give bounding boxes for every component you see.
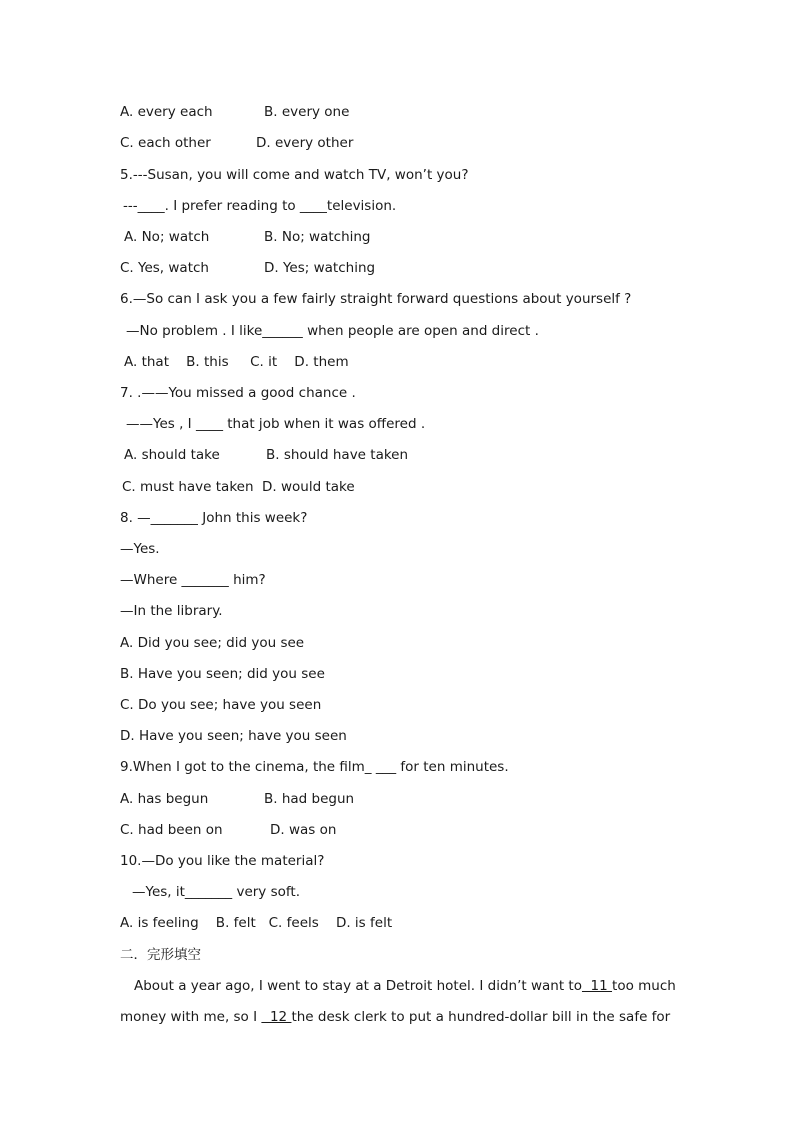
cloze-text-1a: About a year ago, I went to stay at a Detroit hotel. I didn’t want to <box>134 978 582 994</box>
cloze-text-2a: money with me, so I <box>120 1009 262 1025</box>
q5-reply: ---____. I prefer reading to ____television. <box>123 198 397 214</box>
q7-option-b: B. should have taken <box>266 447 409 463</box>
q7-question: 7. .——You missed a good chance . <box>120 385 356 401</box>
cloze-text-1b: too much <box>612 978 676 994</box>
cloze-paragraph-line-1 <box>134 977 676 995</box>
q9-option-d: D. was on <box>270 822 337 838</box>
cloze-paragraph-line-2 <box>120 1008 670 1026</box>
q7-option-a: A. should take <box>124 447 220 463</box>
q8-line-3: —Where _______ him? <box>120 572 266 588</box>
q7-option-d: D. would take <box>262 479 355 495</box>
cloze-blank-11: 11 <box>581 978 613 994</box>
q8-question: 8. —_______ John this week? <box>120 510 308 526</box>
q7-reply: ——Yes , I ____ that job when it was offered . <box>126 416 426 432</box>
q9-option-a: A. has begun <box>120 791 209 807</box>
q10-reply: —Yes, it_______ very soft. <box>132 884 300 900</box>
q4-option-a: A. every each <box>120 104 213 120</box>
q8-option-d: D. Have you seen; have you seen <box>120 728 347 744</box>
q6-options: A. that B. this C. it D. them <box>124 354 349 370</box>
q4-option-c: C. each other <box>120 135 211 151</box>
q8-option-a: A. Did you see; did you see <box>120 635 305 651</box>
q9-option-b: B. had begun <box>264 791 355 807</box>
q5-option-b: B. No; watching <box>264 229 371 245</box>
q5-question: 5.---Susan, you will come and watch TV, won’t you? <box>120 167 469 183</box>
q5-option-c: C. Yes, watch <box>120 260 209 276</box>
q9-question: 9.When I got to the cinema, the film_ ___ for ten minutes. <box>120 759 509 775</box>
q8-option-c: C. Do you see; have you seen <box>120 697 322 713</box>
q8-option-b: B. Have you seen; did you see <box>120 666 325 682</box>
q4-option-d: D. every other <box>256 135 354 151</box>
q5-option-a: A. No; watch <box>124 229 210 245</box>
q6-question: 6.—So can I ask you a few fairly straight forward questions about yourself ? <box>120 291 632 307</box>
q7-option-c: C. must have taken <box>122 479 254 495</box>
q6-reply: —No problem . I like______ when people are open and direct . <box>126 323 539 339</box>
q5-option-d: D. Yes; watching <box>264 260 376 276</box>
cloze-blank-12: 12 <box>261 1009 292 1025</box>
cloze-text-2b: the desk clerk to put a hundred-dollar bill in the safe for <box>291 1009 671 1025</box>
q9-option-c: C. had been on <box>120 822 223 838</box>
q8-line-2: —Yes. <box>120 541 160 557</box>
q4-option-b: B. every one <box>264 104 350 120</box>
q10-question: 10.—Do you like the material? <box>120 853 325 869</box>
q8-line-4: —In the library. <box>120 603 223 619</box>
section-title: 二．完形填空 <box>120 947 201 963</box>
q10-options: A. is feeling B. felt C. feels D. is felt <box>120 915 393 931</box>
